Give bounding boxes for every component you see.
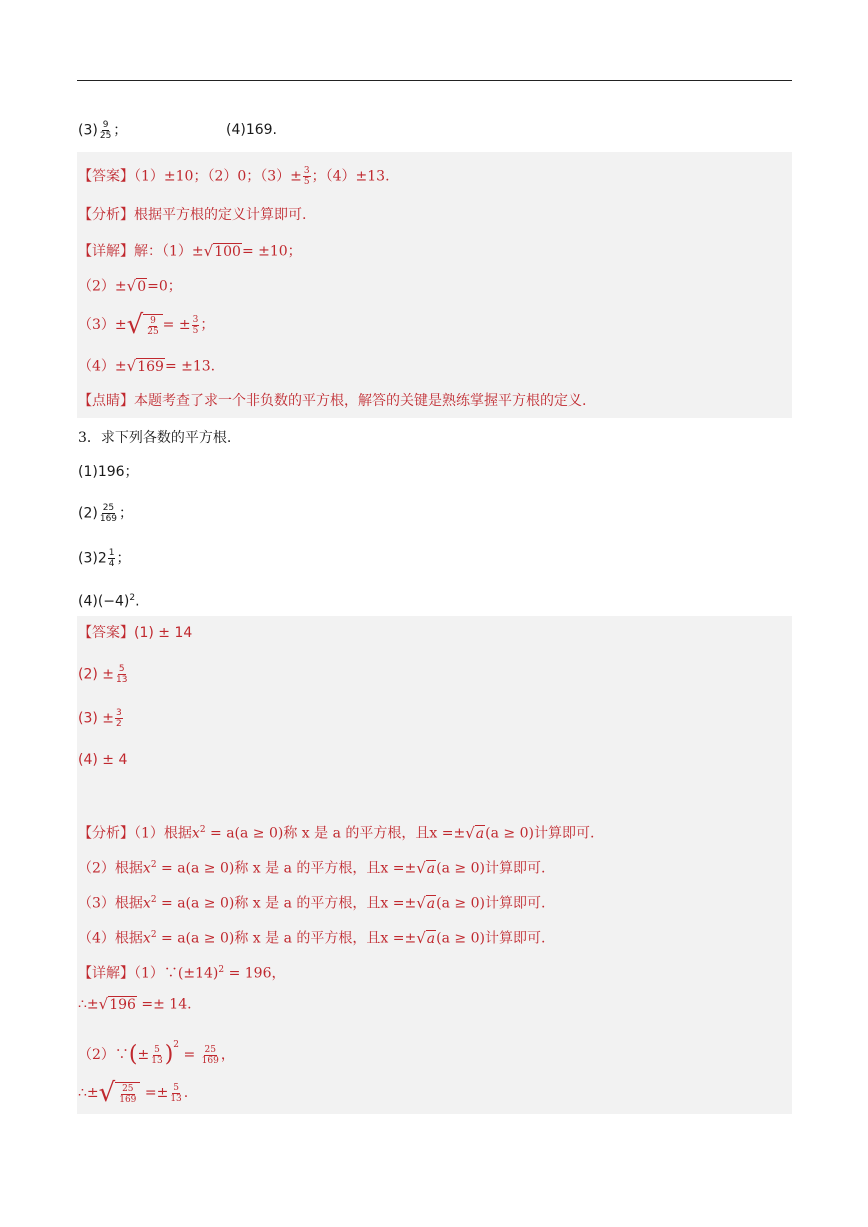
sqrt: √ $\frac{9}{25}$ (127, 312, 163, 338)
var-x: x (142, 930, 151, 947)
sqrt: √a (416, 859, 436, 878)
analysis-text: (a ≥ 0)计算即可. (436, 895, 546, 912)
header-rule (77, 80, 792, 81)
detail-label: 【详解】 (78, 965, 134, 982)
frac-den: 169 (99, 514, 118, 524)
paren-left: ( (128, 1042, 138, 1067)
answer-label: 【答案】 (78, 168, 134, 185)
answer-item-4: (4) ± 4 (78, 752, 128, 768)
frac-num: 5 (173, 1082, 179, 1093)
frac-den: 13 (151, 1055, 163, 1066)
exponent: 2 (199, 825, 206, 835)
analysis-label: 【分析】 (78, 825, 134, 842)
exponent: 2 (218, 965, 225, 975)
detail-text: ； (200, 317, 215, 333)
analysis-text: = a(a ≥ 0)称 x 是 a 的平方根，且 (156, 895, 381, 912)
detail-text: （1）∵(±14) (134, 965, 219, 982)
frac-num: 25 (122, 1083, 134, 1094)
answer-text: (3) ± (78, 710, 115, 727)
detail-text: ， (220, 1047, 235, 1063)
analysis-text: = a(a ≥ 0)称 x 是 a 的平方根，且 (205, 825, 430, 842)
frac-den: 4 (108, 559, 115, 569)
prev-item-3-suffix: ； (113, 122, 128, 139)
var-x: x (142, 860, 151, 877)
fraction (303, 166, 311, 187)
detail-line-3 (78, 312, 214, 338)
sqrt-radicand: 169 (137, 359, 164, 375)
analysis-line-3-4 (78, 925, 545, 949)
detail-text: （2）± (78, 278, 127, 295)
detail-line-3-2 (78, 994, 192, 1015)
detail-text: = ± (162, 317, 191, 333)
frac-den: 169 (119, 1094, 137, 1105)
prev-item-3-prefix: (3) (78, 122, 98, 139)
analysis-text: x =± (380, 860, 417, 877)
analysis-line-1 (78, 205, 306, 225)
problem-3-item-2 (78, 503, 133, 524)
fraction (99, 503, 118, 524)
analysis-text: (a ≥ 0)计算即可. (436, 860, 546, 877)
exponent: 2 (173, 1040, 180, 1050)
var-x: x (142, 895, 151, 912)
analysis-line-3-1 (78, 820, 594, 844)
detail-text: （3）± (78, 317, 127, 333)
sqrt-radicand: 0 (137, 279, 147, 295)
detail-line-3-4 (78, 1080, 188, 1106)
detail-line-4 (78, 356, 215, 377)
sqrt: √169 (126, 357, 164, 375)
sqrt-radicand: 196 (109, 997, 136, 1013)
detail-text: ∴± (78, 996, 99, 1013)
var-x: x (191, 825, 200, 842)
frac-den: 5 (303, 177, 310, 187)
prev-item-4: (4)169. (226, 122, 278, 138)
answer-label: 【答案】 (78, 625, 134, 641)
sqrt-radicand: 100 (214, 244, 241, 260)
sqrt-radicand: a (426, 896, 436, 913)
comment-line-1 (78, 391, 586, 411)
analysis-text: （4）根据 (78, 930, 143, 947)
answer-item-3 (78, 708, 124, 729)
sqrt-radicand: a (426, 861, 436, 878)
frac-num: 25 (204, 1044, 216, 1055)
frac-num: 9 (102, 120, 109, 130)
frac-den: 13 (116, 675, 128, 685)
frac-den: 2 (116, 719, 122, 729)
comment-text: 本题考查了求一个非负数的平方根，解答的关键是熟练掌握平方根的定义. (134, 393, 587, 409)
fraction (108, 548, 116, 569)
detail-line-3-3 (78, 1035, 235, 1066)
sqrt: √a (465, 824, 485, 843)
frac-den: 25 (99, 131, 112, 141)
exponent: 2 (150, 930, 157, 940)
sqrt: √a (416, 929, 436, 948)
fraction (115, 708, 123, 729)
fraction (192, 315, 200, 336)
detail-text: =± (140, 1085, 169, 1101)
fraction (169, 1083, 182, 1104)
item-suffix: . (135, 593, 140, 610)
analysis-text: = a(a ≥ 0)称 x 是 a 的平方根，且 (156, 930, 381, 947)
analysis-text: x =± (380, 895, 417, 912)
problem-3-item-4 (78, 588, 140, 612)
answer-line-3 (78, 623, 192, 643)
analysis-text: （1）根据 (134, 825, 192, 842)
fraction (115, 664, 128, 685)
frac-num: 25 (102, 503, 115, 513)
item-prefix: (3)2 (78, 550, 107, 567)
paren-right: ) (164, 1042, 174, 1067)
fraction (146, 316, 159, 337)
frac-num: 1 (108, 548, 115, 558)
frac-den: 5 (192, 325, 199, 336)
detail-label: 【详解】 (78, 243, 134, 260)
sqrt: √0 (126, 277, 147, 295)
analysis-text: (a ≥ 0)计算即可. (436, 930, 546, 947)
detail-text: ± (137, 1047, 150, 1063)
detail-line-1 (78, 241, 302, 262)
detail-text: = (179, 1047, 200, 1063)
answer-text: ；（4）±13. (311, 168, 390, 185)
sqrt: √a (416, 894, 436, 913)
detail-text: （2）∵ (78, 1047, 129, 1063)
problem-3-item-1: (1)196； (78, 464, 139, 480)
analysis-text: x =± (380, 930, 417, 947)
sqrt: √100 (203, 242, 241, 260)
sqrt-radicand: a (475, 826, 485, 843)
detail-text: =± 14. (136, 996, 192, 1013)
frac-num: 3 (192, 314, 199, 325)
frac-den: 169 (201, 1055, 219, 1066)
detail-text: . (183, 1085, 189, 1101)
detail-text: （4）± (78, 358, 127, 375)
frac-num: 5 (154, 1044, 160, 1055)
item-suffix: ； (116, 550, 131, 567)
solution-box-1 (77, 152, 792, 418)
analysis-text: = a(a ≥ 0)称 x 是 a 的平方根，且 (156, 860, 381, 877)
fraction (99, 120, 112, 141)
detail-line-3-1 (78, 960, 285, 984)
sqrt: √196 (98, 995, 136, 1013)
detail-text: = ±13. (164, 358, 216, 375)
frac-den: 25 (147, 326, 159, 337)
frac-num: 5 (118, 664, 125, 674)
answer-item-2 (78, 664, 129, 685)
answer-text: (1) ± 14 (134, 625, 193, 641)
fraction (201, 1045, 220, 1066)
detail-text: ∴± (78, 1085, 99, 1101)
detail-text: =0； (147, 278, 182, 295)
sqrt: √ $\frac{25}{169}$ (99, 1080, 141, 1106)
frac-num: 9 (150, 315, 156, 326)
frac-num: 3 (116, 708, 122, 718)
detail-text: = ±10； (241, 243, 302, 260)
analysis-text: （3）根据 (78, 895, 143, 912)
fraction (118, 1084, 137, 1105)
frac-den: 13 (170, 1093, 182, 1104)
item-prefix: (4)(−4) (78, 593, 130, 610)
exponent: 2 (150, 860, 157, 870)
answer-text: （1）±10；（2）0；（3）± (134, 168, 302, 185)
analysis-text: (a ≥ 0)计算即可. (485, 825, 595, 842)
comment-label: 【点睛】 (78, 393, 134, 409)
fraction (150, 1045, 163, 1066)
sqrt-radicand: a (426, 931, 436, 948)
prev-item-3 (78, 120, 127, 141)
problem-3-stem: 3．求下列各数的平方根. (78, 430, 232, 446)
detail-text: = 196， (224, 965, 286, 982)
analysis-text: 根据平方根的定义计算即可. (134, 207, 307, 223)
detail-text: 解：（1）± (134, 243, 204, 260)
analysis-label: 【分析】 (78, 207, 134, 223)
frac-num: 3 (303, 166, 310, 176)
answer-line-1 (78, 166, 390, 187)
analysis-line-3-2 (78, 855, 545, 879)
analysis-text: x =± (429, 825, 466, 842)
item-suffix: ； (119, 505, 134, 522)
exponent: 2 (150, 895, 157, 905)
analysis-line-3-3 (78, 890, 545, 914)
answer-text: (2) ± (78, 666, 115, 683)
item-prefix: (2) (78, 505, 98, 522)
problem-3-item-3 (78, 548, 130, 569)
analysis-text: （2）根据 (78, 860, 143, 877)
detail-line-2 (78, 276, 182, 297)
exponent: 2 (129, 593, 136, 603)
